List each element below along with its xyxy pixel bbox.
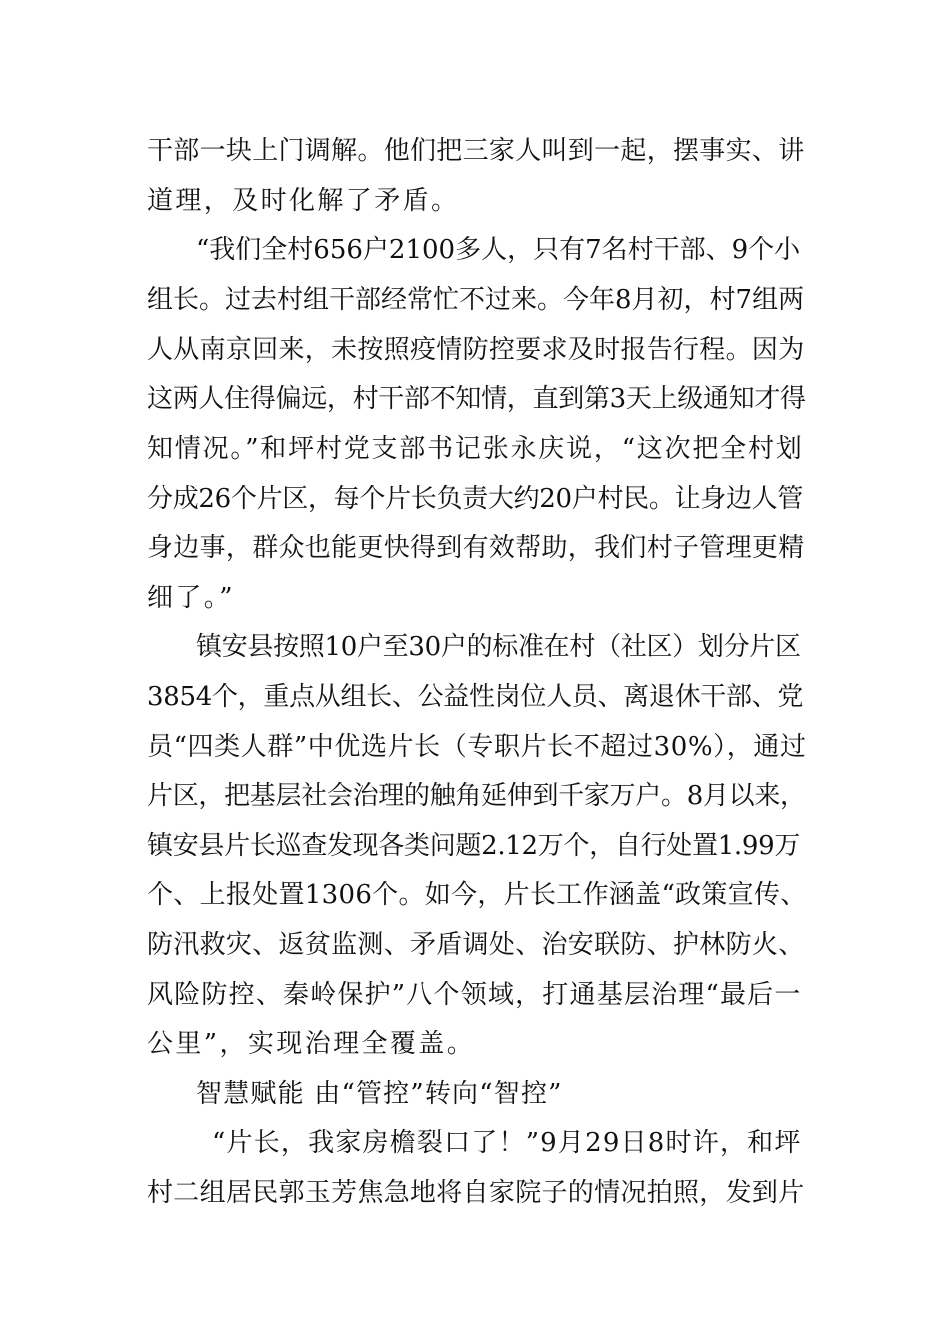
paragraph-line: “我们全村656户2100多人，只有7名村干部、9个小 [196, 235, 801, 265]
paragraph-line: 分成26个片区，每个片长负责大约20户村民。让身边人管 [147, 484, 804, 514]
paragraph-line: 细了。” [147, 583, 235, 613]
paragraph-line: “片长，我家房檐裂口了！”9月29日8时许，和坪 [212, 1128, 802, 1158]
paragraph-line: 防汛救灾、返贫监测、矛盾调处、治安联防、护林防火、 [147, 930, 805, 960]
paragraph-line: 村二组居民郭玉芳焦急地将自家院子的情况拍照，发到片 [147, 1178, 805, 1208]
paragraph-line: 3854个，重点从组长、公益性岗位人员、离退休干部、党 [147, 682, 804, 712]
paragraph-line: 片区，把基层社会治理的触角延伸到千家万户。8月以来， [147, 781, 806, 811]
paragraph-line: 知情况。”和坪村党支部书记张永庆说，“这次把全村划 [147, 434, 804, 464]
paragraph-line: 公里”，实现治理全覆盖。 [147, 1029, 476, 1059]
paragraph-line: 组长。过去村组干部经常忙不过来。今年8月初，村7组两 [147, 285, 805, 315]
paragraph-line: 镇安县按照10户至30户的标准在村（社区）划分片区 [196, 632, 801, 662]
paragraph-line: 人从南京回来，未按照疫情防控要求及时报告行程。因为 [147, 335, 805, 365]
paragraph-line: 个、上报处置1306个。如今，片长工作涵盖“政策宣传、 [147, 880, 807, 910]
paragraph-line: 风险防控、秦岭保护”八个领域，打通基层治理“最后一 [147, 980, 802, 1010]
paragraph-line: 镇安县片长巡查发现各类问题2.12万个，自行处置1.99万 [147, 831, 801, 861]
section-heading: 智慧赋能 由“管控”转向“智控” [196, 1079, 563, 1109]
paragraph-line: 身边事，群众也能更快得到有效帮助，我们村子管理更精 [147, 533, 805, 563]
paragraph-line: 干部一块上门调解。他们把三家人叫到一起，摆事实、讲 [147, 136, 805, 166]
paragraph-line: 这两人住得偏远，村干部不知情，直到第3天上级通知才得 [147, 384, 806, 414]
paragraph-line: 员“四类人群”中优选片长（专职片长不超过30%），通过 [147, 732, 807, 762]
paragraph-line: 道理，及时化解了矛盾。 [147, 186, 460, 216]
